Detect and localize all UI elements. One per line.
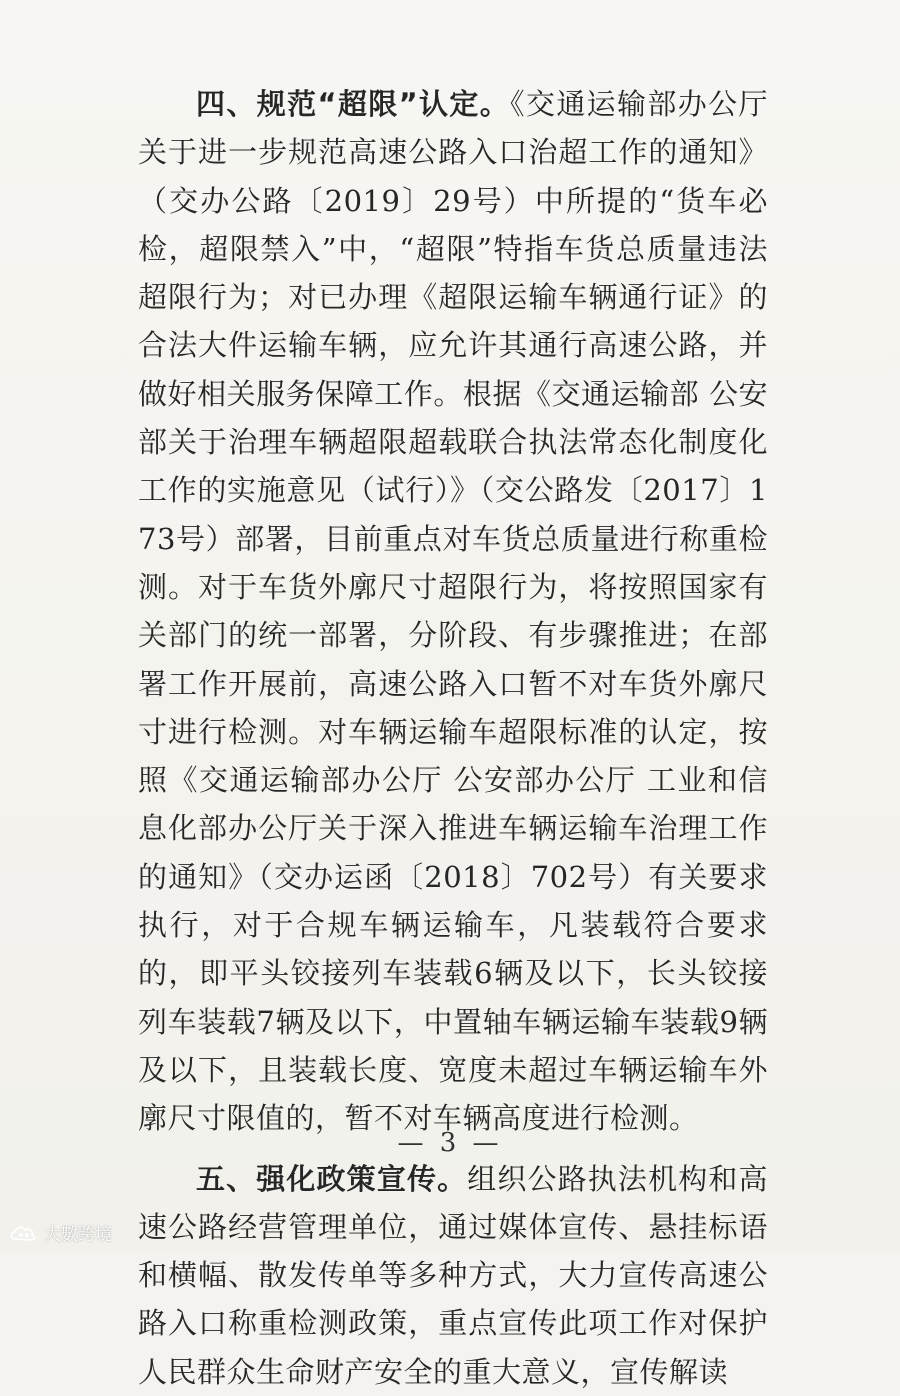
document-body: [138, 80, 768, 1396]
page-number: — 3 —: [397, 1128, 503, 1158]
paragraph-5-heading: 五、强化政策宣传。: [196, 1161, 468, 1196]
watermark: [8, 1220, 112, 1245]
cloud-logo-icon: [8, 1223, 38, 1243]
paragraph-5: [138, 1155, 768, 1396]
paragraph-4: [138, 80, 768, 1143]
watermark-text: 大數跨境: [44, 1225, 112, 1245]
paragraph-4-body: 《交通运输部办公厅关于进一步规范高速公路入口治超工作的通知》（交办公路〔2019〕29号）中所提的“货车必检，超限禁入”中，“超限”特指车货总质量违法超限行为；对已办理《超限运输车辆通行证》的合法大件运输车辆，应允许其通行高速公路，并做好相关服务保障工作。根据《交通运输部 公安部关于治理车辆超限超载联合执法常态化制度化工作的实施意见（试行）》（交公路发〔2017〕173号）部署，目前重点对车货总质量进行称重检测。对于车货外廓尺寸超限行为，将按照国家有关部门的统一部署，分阶段、有步骤推进；在部署工作开展前，高速公路入口暂不对车货外廓尺寸进行检测。对车辆运输车超限标准的认定，按照《交通运输部办公厅 公安部办公厅 工业和信息化部办公厅关于深入推进车辆运输车治理工作的通知》（交办运函〔2018〕702号）有关要求执行，对于合规车辆运输车，凡装载符合要求的，即平头铰接列车装载6辆及以下，长头铰接列车装载7辆及以下，中置轴车辆运输车装载9辆及以下，且装载长度、宽度未超过车辆运输车外廓尺寸限值的，暂不对车辆高度进行检测。: [138, 87, 768, 1136]
paragraph-4-heading: 四、规范“超限”认定。: [196, 87, 511, 121]
paragraph-5-body: 组织公路执法机构和高速公路经营管理单位，通过媒体宣传、悬挂标语和横幅、散发传单等多种方式，大力宣传高速公路入口称重检测政策，重点宣传此项工作对保护人民群众生命财产安全的重大意义，宣传解读: [138, 1161, 768, 1389]
